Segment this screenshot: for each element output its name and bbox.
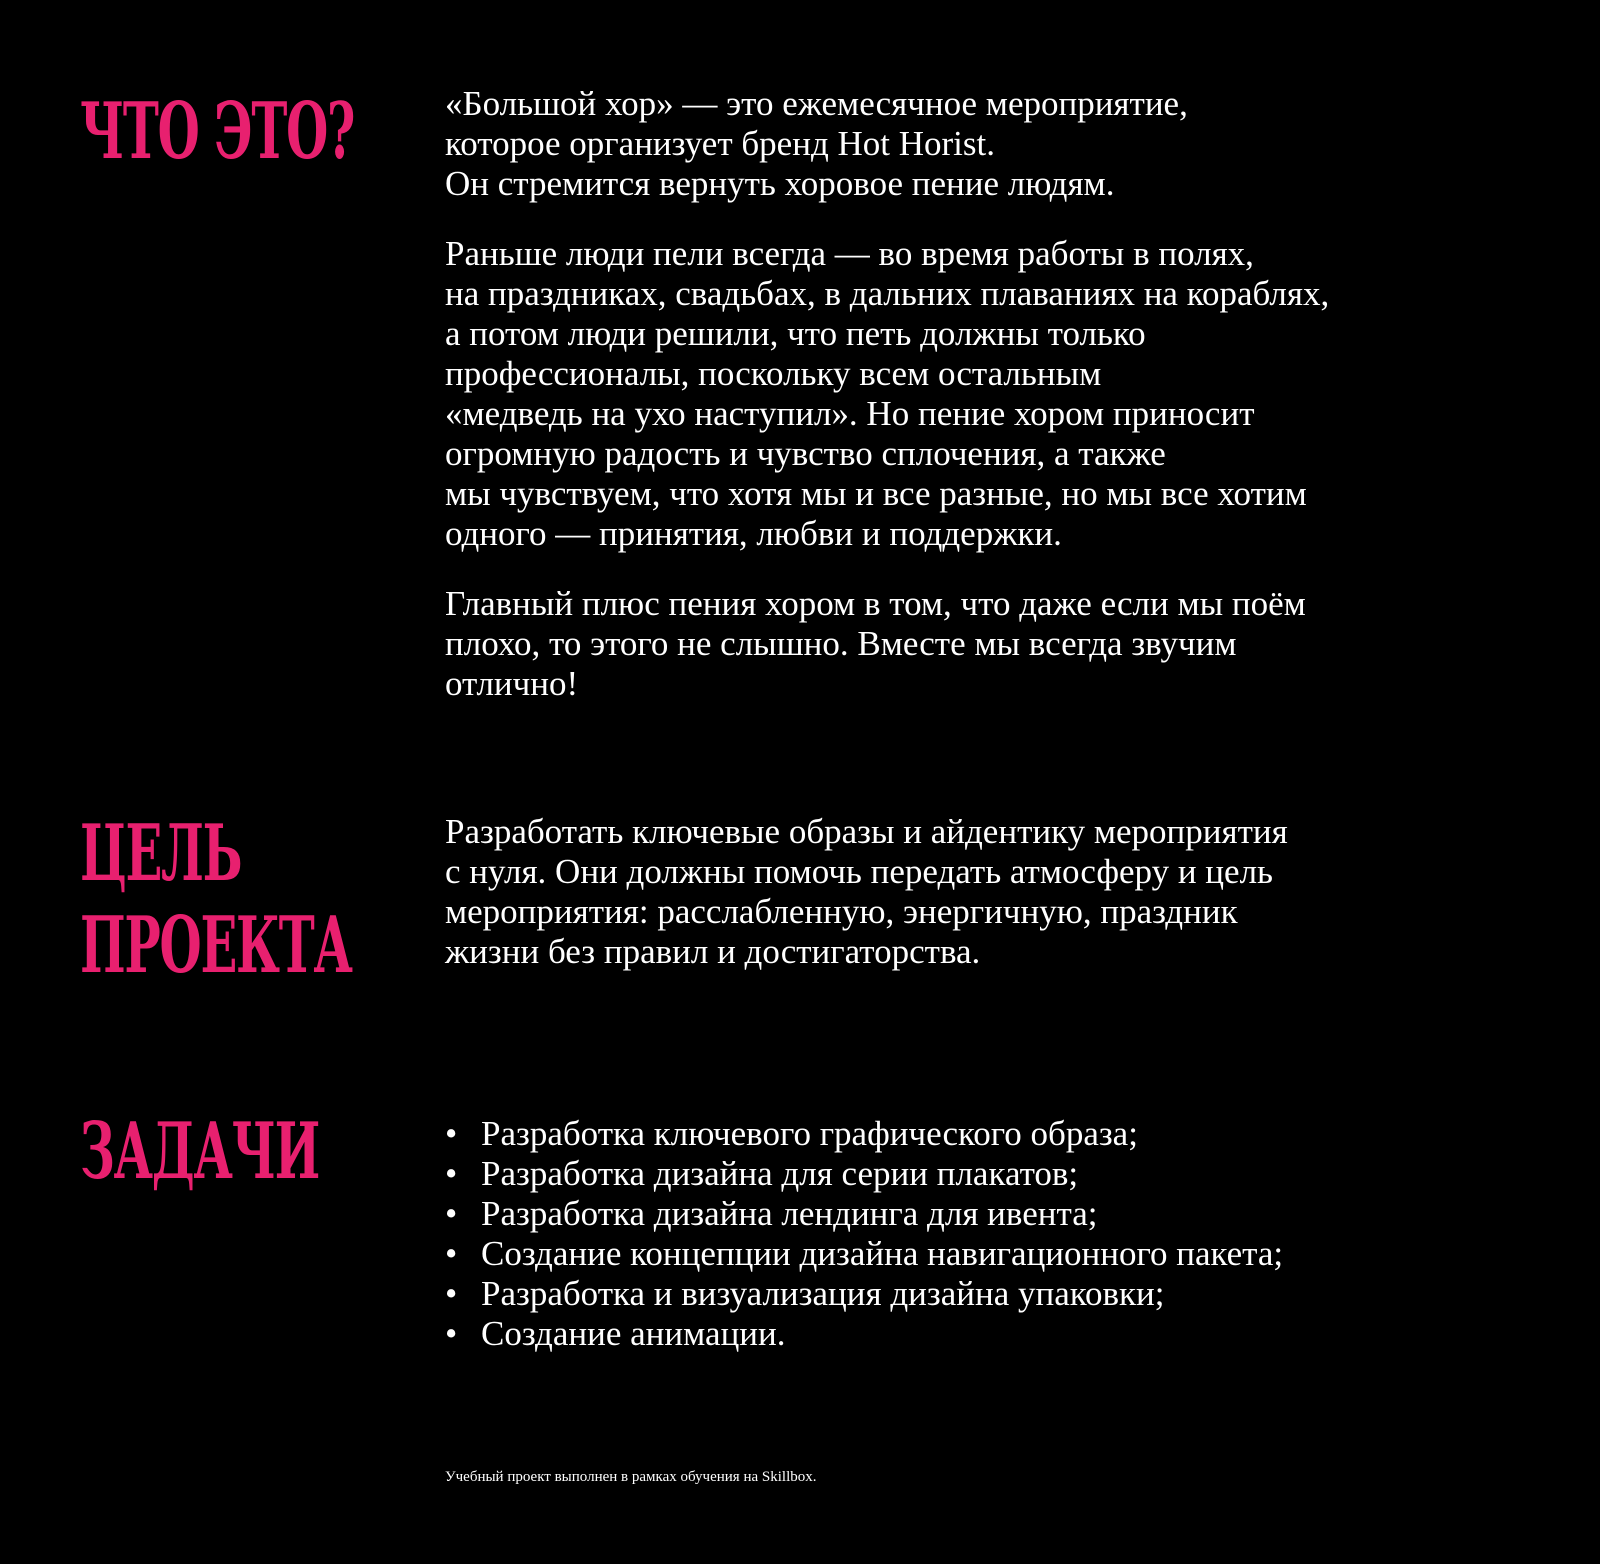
section-heading-what [80, 86, 354, 178]
task-text: Разработка и визуализация дизайна упаковки; [481, 1274, 1165, 1313]
task-text: Создание концепции дизайна навигационного пакета; [481, 1234, 1284, 1273]
bullet-icon: • [445, 1114, 458, 1153]
list-item [445, 1154, 1525, 1194]
section-body-goal [445, 812, 1465, 1002]
task-text: Разработка дизайна для серии плакатов; [481, 1154, 1079, 1193]
section-heading-tasks-text: ЗАДАЧИ [80, 1106, 320, 1197]
list-item [445, 1234, 1525, 1274]
task-text: Разработка ключевого графического образа; [481, 1114, 1138, 1153]
section-heading-goal-line2: ПРОЕКТА [80, 900, 352, 991]
section-heading-tasks [80, 1106, 319, 1198]
what-paragraph-1: «Большой хор» — это ежемесячное мероприятие, которое организует бренд Hot Horist. Он стремится вернуть хоровое пение людям. [445, 84, 1188, 203]
section-heading-goal [80, 808, 352, 992]
list-item [445, 1194, 1525, 1234]
tasks-list [445, 1114, 1525, 1354]
section-heading-what-text: ЧТО ЭТО? [80, 86, 355, 177]
list-item [445, 1314, 1525, 1354]
what-paragraph-3: Главный плюс пения хором в том, что даже если мы поём плохо, то этого не слышно. Вместе мы всегда звучим отлично! [445, 584, 1306, 703]
bullet-icon: • [445, 1234, 458, 1273]
bullet-icon: • [445, 1194, 458, 1233]
bullet-icon: • [445, 1314, 458, 1353]
bullet-icon: • [445, 1274, 458, 1313]
list-item [445, 1114, 1525, 1154]
task-text: Разработка дизайна лендинга для ивента; [481, 1194, 1098, 1233]
task-text: Создание анимации. [481, 1314, 786, 1353]
section-heading-goal-line1: ЦЕЛЬ [80, 808, 242, 899]
footer-note: Учебный проект выполнен в рамках обучения на Skillbox. [445, 1469, 817, 1485]
goal-paragraph: Разработать ключевые образы и айдентику мероприятия с нуля. Они должны помочь передать атмосферу и цель мероприятия: расслабленную, энергичную, праздник жизни без правил и достигаторства. [445, 812, 1288, 971]
bullet-icon: • [445, 1154, 458, 1193]
section-body-what [445, 84, 1465, 734]
list-item [445, 1274, 1525, 1314]
what-paragraph-2: Раньше люди пели всегда — во время работы в полях, на праздниках, свадьбах, в дальних плаваниях на кораблях, а потом люди решили, что петь должны только профессионалы, поскольку всем остальным «медведь на ухо наступил». Но пение хором приносит огромную радость и чувство сплочения, а также мы чувствуем, что хотя мы и все разные, но мы все хотим одного — принятия, любви и поддержки. [445, 234, 1330, 553]
